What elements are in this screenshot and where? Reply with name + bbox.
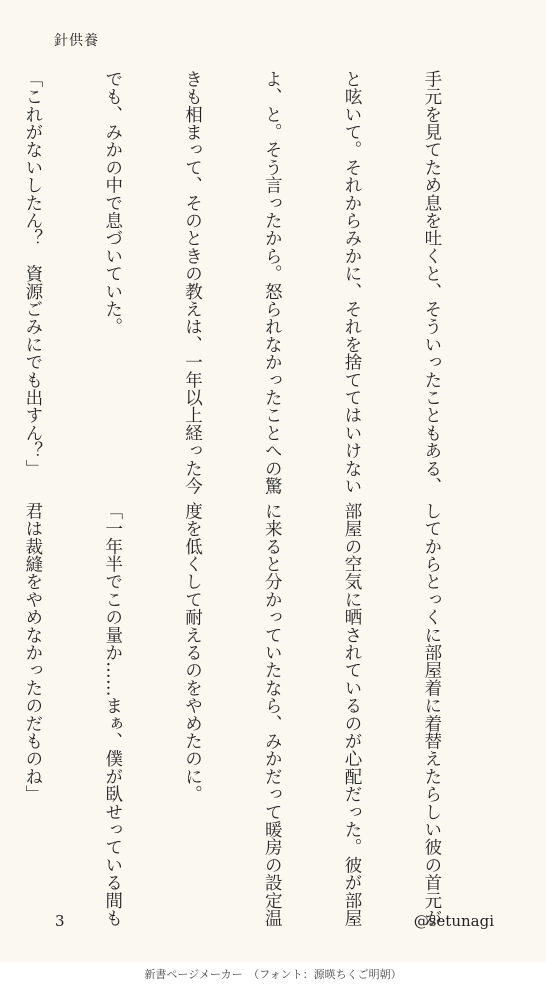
text-column: 「これがないしたん？ 資源ごみにでも出すん？」 (22, 70, 43, 478)
text-column: 度を低くして耐えるのをやめたのに。 (182, 502, 203, 803)
page-number: 3 (55, 912, 65, 930)
text-column: してからとっくに部屋着に着替えたらしい彼の首元が (421, 502, 442, 927)
text-column: 「一年半でこの量か……まぁ、僕が臥せっている間も (102, 502, 123, 927)
text-column: に来ると分かっていたなら、みかだって暖房の設定温 (262, 502, 283, 927)
text-column: 部屋の空気に晒されているのが心配だった。彼が部屋 (342, 502, 363, 927)
text-column: でも、みかの中で息づいていた。 (102, 70, 123, 336)
author-handle: @setunagi (413, 912, 494, 930)
text-column: よ、と。そう言ったから。怒られなかったことへの驚 (262, 70, 283, 495)
text-block-top (22, 70, 498, 495)
text-column: 手元を見てため息を吐くと、そういったこともある、 (421, 70, 442, 495)
page-title: 針供養 (54, 33, 99, 49)
text-column: と呟いて。それからみかに、それを捨ててはいけない (342, 70, 363, 495)
text-column: 君は裁縫をやめなかったのだものね」 (22, 502, 43, 803)
footer-credit: 新書ページメーカー （フォント：源暎ちくご明朝） (0, 962, 546, 1000)
text-column: きも相まって、そのときの教えは、一年以上経った今 (182, 70, 203, 495)
